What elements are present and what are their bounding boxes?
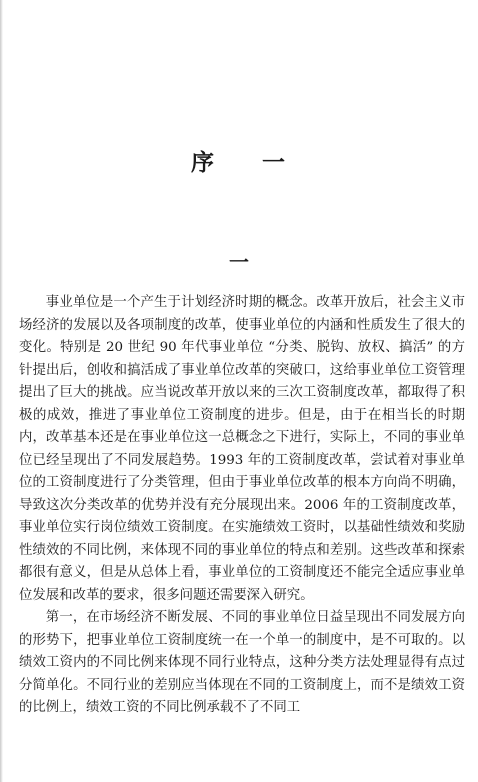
title-char-1: 序 xyxy=(191,149,216,176)
title-char-2: 一 xyxy=(262,149,287,176)
paragraph-2: 第一，在市场经济不断发展、不同的事业单位日益呈现出不同发展方向的形势下，把事业单位工资制度统一在一个单一的制度中，是不可取的。以绩效工资内的不同比例来体现不同行业特点，这种分类方法处理显得有点过分简单化。不同行业的差别应当体现在不同的工资制度上，而不是绩效工资的比例上，绩效工资的不同比例承载不了不同工 xyxy=(19,610,465,715)
section-number: 一 xyxy=(229,250,249,274)
body-text xyxy=(19,292,465,720)
paragraph-1: 事业单位是一个产生于计划经济时期的概念。改革开放后，社会主义市场经济的发展以及各项制度的改革，使事业单位的内涵和性质发生了很大的变化。特别是 20 世纪 90 年代事业单位 “分类、脱钩、放权、搞活” 的方针提出后，创收和搞活成了事业单位改革的突破口，这给事业单位工资管理提出了巨大的挑战。应当说改革开放以来的三次工资制度改革，都取得了积极的成效，推进了事业单位工资制度的进步。但是，由于在相当长的时期内，改革基本还是在事业单位这一总概念之下进行，实际上，不同的事业单位已经呈现出了不同发展趋势。1993 年的工资制度改革，尝试着对事业单位的工资制度进行了分类管理，但由于事业单位改革的根本方向尚不明确，导致这次分类改革的优势并没有充分展现出来。2006 年的工资制度改革，事业单位实行岗位绩效工资制度。在实施绩效工资时，以基础性绩效和奖励性绩效的不同比例，来体现不同的事业单位的特点和差别。这些改革和探索都很有意义，但是从总体上看，事业单位的工资制度还不能完全适应事业单位发展和改革的要求，很多问题还需要深入研究。 xyxy=(19,295,465,603)
page-edge-shadow xyxy=(0,0,3,782)
preface-title xyxy=(0,144,478,177)
